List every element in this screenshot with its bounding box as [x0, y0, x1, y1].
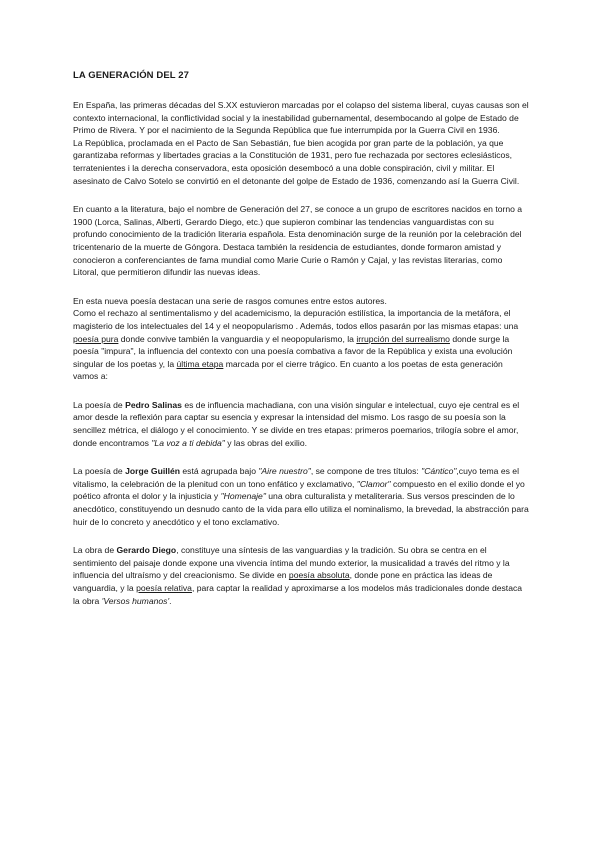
term-poesia-pura: poesía pura: [73, 333, 119, 344]
work-clamor: "Clamor": [356, 478, 391, 489]
term-ultima-etapa: última etapa: [176, 358, 224, 369]
paragraph-diego: [73, 544, 529, 607]
guillen-text-2: está agrupada bajo: [180, 466, 259, 477]
author-pedro-salinas: Pedro Salinas: [125, 399, 182, 410]
page-title: LA GENERACIÓN DEL 27: [73, 70, 190, 81]
features-text-3: donde surge la poesía "impura", la influencia del contexto con una poesía combativa a favor de la República y exista una evolución singular de los poetas y, la: [73, 333, 513, 369]
paragraph-context: [73, 99, 529, 187]
author-jorge-guillen: Jorge Guillén: [125, 466, 181, 477]
guillen-text-5: compuesto en el exilio donde el yo poético afronta el dolor y la injusticia y: [73, 478, 525, 502]
diego-text-5: .: [169, 595, 172, 606]
term-poesia-absoluta: poesía absoluta: [288, 570, 350, 581]
author-gerardo-diego: Gerardo Diego: [116, 545, 177, 556]
term-irrupcion-surrealismo: irrupción del surrealismo: [356, 333, 450, 344]
paragraph-salinas: [73, 399, 529, 449]
guillen-text-3: , se compone de tres títulos:: [310, 466, 422, 477]
features-text-4: marcada por el cierre trágico. En cuanto a los poetas de esta generación vamos a:: [73, 358, 503, 382]
work-versos-humanos: 'Versos humanos': [101, 595, 170, 606]
features-intro: En esta nueva poesía destacan una serie de rasgos comunes entre estos autores.: [73, 295, 387, 306]
paragraph-context-part-1: En España, las primeras décadas del S.XX estuvieron marcadas por el colapso del sistema liberal, cuyas causas son el contexto internacional, la conflictividad social y la inestabilidad gubernamental, desembocando al golpe de Estado de Primo de Rivera. Y por el nacimiento de la Segunda República que fue interrumpida por la Guerra Civil en 1936.: [73, 100, 529, 136]
diego-text-1: La obra de: [73, 545, 117, 556]
paragraph-context-part-2: La República, proclamada en el Pacto de San Sebastián, fue bien acogida por gran parte de la población, ya que garantizaba reformas y libertades gracias a la Constitución de 1931, pero fue rechazada por sectores eclesiásticos, terratenientes i la derecha conservadora, esta oposición desembocó a una doble conspiración, civil y militar. El asesinato de Calvo Sotelo se convirtió en el detonante del golpe de Estado de 1936, comenzando así la Guerra Civil.: [73, 137, 520, 186]
document-page: [73, 70, 529, 623]
paragraph-features: [73, 295, 529, 383]
paragraph-guillen: [73, 465, 529, 528]
salinas-text-2: es de influencia machadiana, con una visión singular e intelectual, cuyo eje central es el amor desde la reflexión para captar su esencia y expresar la intensidad del mismo. Los rasgo de su poesía son la sencillez métrica, el diálogo y el conocimiento. Y se divide en tres etapas: primeros poemarios, trilogía sobre el amor, donde encontramos: [73, 399, 520, 448]
guillen-text-6: una obra culturalista y metaliteraria. Sus versos prescinden de lo anecdótico, constituyendo un desnudo canto de la vida para ello utiliza el nominalismo, la brevedad, la abstracción para huir de lo concreto y anecdótico y el tono exclamativo.: [73, 491, 529, 527]
guillen-text-1: La poesía de: [73, 466, 126, 477]
diego-text-3: , donde pone en práctica las ideas de vanguardia, y la: [73, 570, 493, 593]
term-poesia-relativa: poesía relativa: [136, 583, 192, 593]
salinas-text-3: y las obras del exilio.: [224, 437, 307, 448]
features-text-2: donde convive también la vanguardia y el neopopularismo, la: [118, 333, 357, 344]
guillen-text-4: ,cuyo tema es el vitalismo, la celebración de la plenitud con un tono enfático y exclamativo,: [73, 466, 519, 489]
work-cantico: "Cántico": [421, 466, 457, 477]
work-homenaje: "Homenaje": [220, 491, 266, 502]
features-text-1: Como el rechazo al sentimentalismo y del academicismo, la depuración estilística, la importancia de la metáfora, el magisterio de los intelectuales del 14 y el neopopularismo . Además, todos ellos pasarán por las mismas etapas: una: [73, 308, 519, 331]
diego-text-4: , para captar la realidad y aproximarse a los modelos más tradicionales donde destaca la obra: [73, 583, 523, 606]
work-aire-nuestro: "Aire nuestro": [258, 466, 311, 477]
diego-text-2: , constituye una síntesis de las vanguardias y la tradición. Su obra se centra en el sentimiento del paisaje donde expone una vivencia íntima del mundo exterior, la musicalidad a través del ritmo y la influencia del ultraísmo y del creacionismo. Se divide en: [73, 545, 510, 581]
work-la-voz-a-ti-debida: "La voz a ti debida": [151, 437, 225, 448]
salinas-text-1: La poesía de: [73, 399, 126, 410]
paragraph-literature: En cuanto a la literatura, bajo el nombre de Generación del 27, se conoce a un grupo de escritores nacidos en torno a 1900 (Lorca, Salinas, Alberti, Gerardo Diego, etc.) que supieron combinar las tendencias vanguardistas con su profundo conocimiento de la tradición literaria española. Esta denominación surge de la reunión por la celebración del tricentenario de la muerte de Góngora. Destaca también la residencia de estudiantes, donde formaron amistad y conocieron a conferenciantes de fama mundial como Marie Curie o Ramón y Cajal, y las revistas literarias, como Litoral, que permitieron difundir las nuevas ideas.: [73, 204, 523, 278]
